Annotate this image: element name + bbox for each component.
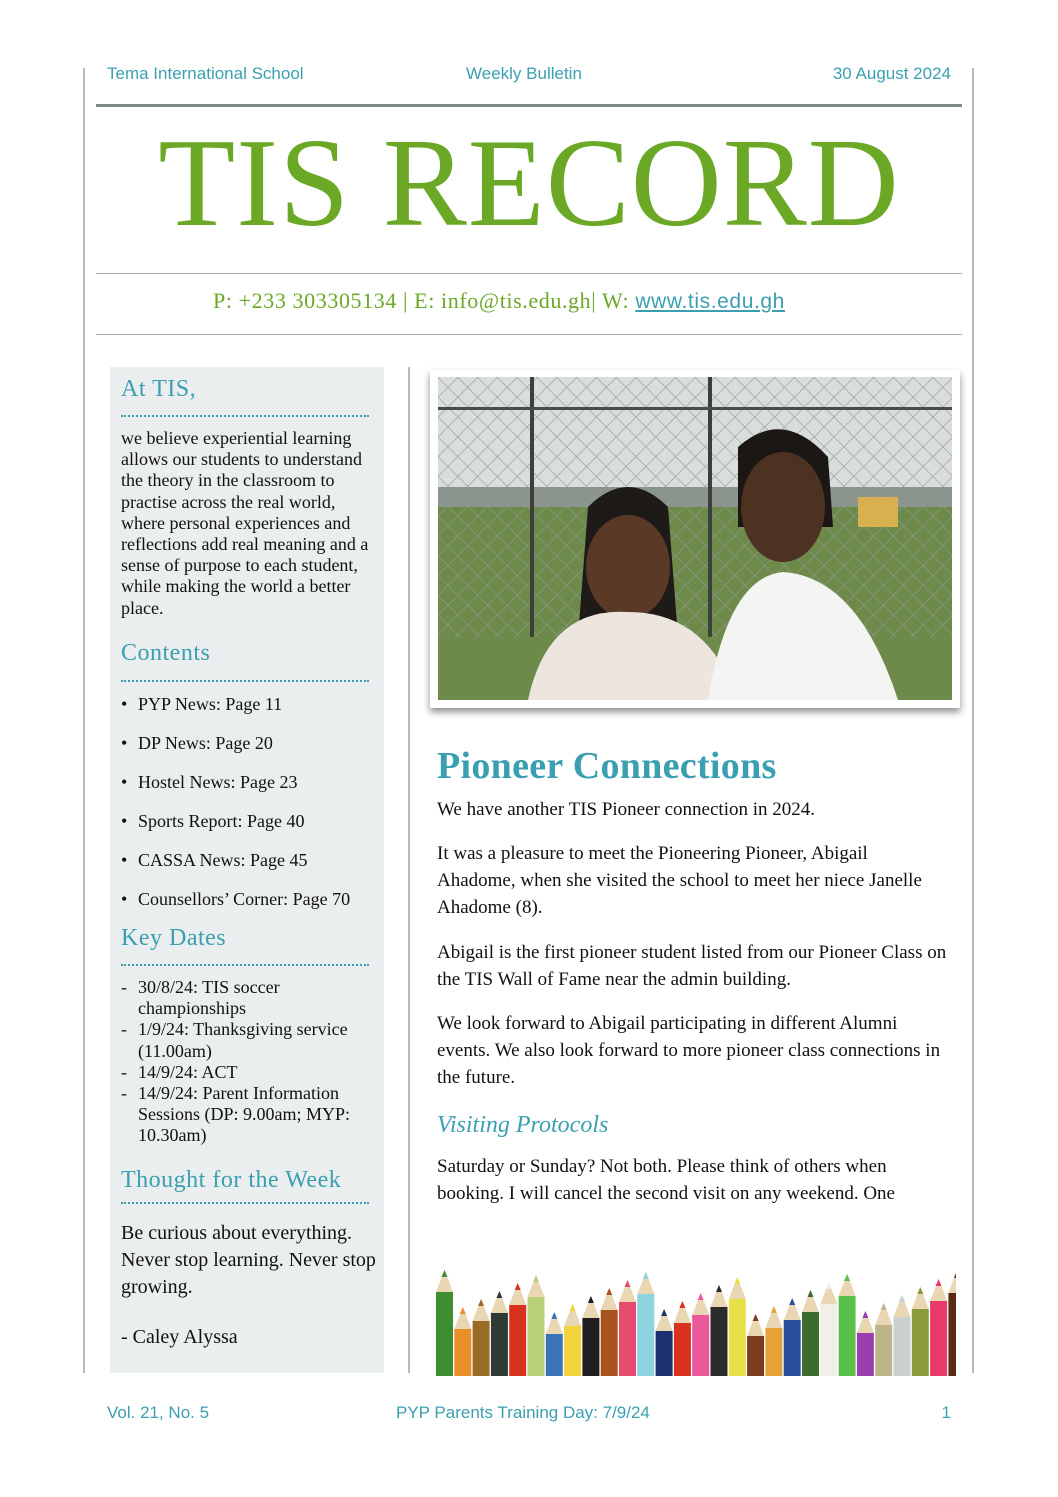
contents-heading: Contents [121, 640, 211, 666]
top-bar [107, 64, 951, 88]
key-dates-heading: Key Dates [121, 925, 227, 951]
pencil-body [747, 1336, 764, 1376]
pencil-lead [496, 1291, 502, 1298]
pencil-body [564, 1326, 581, 1376]
pencil-lead [716, 1285, 722, 1292]
visiting-protocols-heading: Visiting Protocols [437, 1112, 609, 1138]
pencil-lead [844, 1274, 850, 1281]
pencil-body [619, 1302, 636, 1376]
masthead-rule [96, 273, 962, 274]
pencil-lead [899, 1295, 905, 1302]
pencil-lead [698, 1293, 704, 1300]
contents-item: • PYP News: Page 11 [121, 693, 379, 732]
pencil-body [820, 1304, 837, 1376]
pencil-lead [515, 1283, 521, 1290]
key-dates-divider [121, 964, 369, 966]
pencil-body [948, 1293, 956, 1376]
pencil-lead [551, 1312, 557, 1319]
pencil-tip [948, 1271, 956, 1293]
left-border [83, 68, 85, 1373]
pencil-body [729, 1299, 746, 1376]
pencil-lead [533, 1275, 539, 1282]
pencil-lead [789, 1298, 795, 1305]
article-paragraph: It was a pleasure to meet the Pioneering Pioneer, Abigail Ahadome, when she visited the school to meet her niece Janelle Ahadome (8). [437, 843, 922, 918]
pencil-lead [753, 1314, 759, 1321]
pencil-body [875, 1325, 892, 1376]
pencil-lead [679, 1301, 685, 1308]
pencil-lead [661, 1309, 667, 1316]
contents-item: • Sports Report: Page 40 [121, 810, 379, 849]
footer-event: PYP Parents Training Day: 7/9/24 [396, 1403, 650, 1422]
article-photo [438, 377, 952, 700]
article-title: Pioneer Connections [437, 745, 777, 787]
article-paragraph: We look forward to Abigail participating in different Alumni events. We also look forward to more pioneer class connections in the future. [437, 1013, 941, 1088]
pencil-body [473, 1321, 490, 1376]
contents-item: • Hostel News: Page 23 [121, 771, 379, 810]
sidebar [110, 367, 384, 1373]
pencil-body [528, 1297, 545, 1376]
pencil-body [546, 1334, 563, 1376]
pencil-body [454, 1329, 471, 1376]
thought-text: Be curious about everything. Never stop learning. Never stop growing. [121, 1222, 376, 1298]
pencil-lead [478, 1299, 484, 1306]
pencil-body [711, 1307, 728, 1376]
key-dates-list [121, 977, 379, 1147]
photo-frame [430, 370, 960, 708]
pencil-body [656, 1331, 673, 1376]
contact-details: P: +233 303305134 | E: info@tis.edu.gh| W: [213, 288, 636, 313]
pencil-body [582, 1318, 599, 1376]
pencil-body [802, 1312, 819, 1376]
pencil-lead [826, 1282, 832, 1289]
pencil-body [839, 1296, 856, 1376]
key-date-item: - 14/9/24: Parent Information Sessions (DP: 9.00am; MYP: 10.30am) [121, 1083, 379, 1147]
pencil-body [637, 1294, 654, 1376]
contents-item: • DP News: Page 20 [121, 732, 379, 771]
masthead-title: TIS RECORD [158, 114, 900, 253]
pencil-lead [808, 1290, 814, 1297]
pencil-body [674, 1323, 691, 1376]
visiting-protocols-text: Saturday or Sunday? Not both. Please think of others when booking. I will cancel the second visit on any weekend. One [437, 1156, 895, 1204]
pencil-lead [625, 1280, 631, 1287]
issue-date: 30 August 2024 [832, 64, 951, 83]
thought-heading: Thought for the Week [121, 1167, 342, 1193]
pencil-lead [570, 1304, 576, 1311]
pencils-icon [432, 1240, 956, 1376]
pencil-body [894, 1317, 911, 1376]
contact-line [213, 288, 785, 314]
pencil-body [491, 1313, 508, 1376]
thought-divider [121, 1202, 369, 1204]
contact-rule [96, 334, 962, 335]
pencil-lead [460, 1307, 466, 1314]
bulletin-label: Weekly Bulletin [466, 64, 582, 83]
coloured-pencils-graphic [432, 1240, 956, 1376]
pencil-lead [771, 1306, 777, 1313]
pencil-lead [442, 1270, 448, 1277]
right-border [972, 68, 974, 1373]
contents-item: • Counsellors’ Corner: Page 70 [121, 888, 379, 927]
pencil-body [912, 1309, 929, 1376]
contents-list [121, 693, 379, 927]
pencil-body [930, 1301, 947, 1376]
header-rule [96, 104, 962, 107]
pencil-lead [917, 1287, 923, 1294]
contents-divider [121, 680, 369, 682]
article-paragraph: Abigail is the first pioneer student listed from our Pioneer Class on the TIS Wall of Fame near the admin building. [437, 942, 947, 990]
website-link[interactable]: www.tis.edu.gh [635, 290, 785, 313]
contents-item: • CASSA News: Page 45 [121, 849, 379, 888]
pencil-lead [936, 1279, 942, 1286]
thought-author: - Caley Alyssa [121, 1326, 238, 1348]
intro-heading: At TIS, [121, 376, 197, 402]
school-name: Tema International School [107, 64, 304, 83]
pencil-body [857, 1333, 874, 1376]
volume-label: Vol. 21, No. 5 [107, 1403, 210, 1422]
intro-text: we believe experiential learning allows our students to understand the theory in the classroom to practise across the real world, where personal experiences and reflections add real meaning and a sense of purpose to each student, while making the world a better place. [121, 428, 369, 618]
pencil-body [692, 1315, 709, 1376]
pencil-lead [862, 1311, 868, 1318]
pencil-lead [734, 1277, 740, 1284]
article-paragraph: We have another TIS Pioneer connection in 2024. [437, 799, 816, 820]
pencil-body [436, 1292, 453, 1376]
pencil-body [784, 1320, 801, 1376]
page-number: 1 [941, 1403, 951, 1422]
pencil-body [601, 1310, 618, 1376]
key-date-item: - 1/9/24: Thanksgiving service (11.00am) [121, 1019, 379, 1061]
key-date-item: - 30/8/24: TIS soccer championships [121, 977, 379, 1019]
pencil-body [509, 1305, 526, 1376]
photo-illustration [438, 377, 952, 700]
pencil-lead [643, 1272, 649, 1279]
footer [107, 1403, 951, 1427]
column-divider [408, 367, 410, 1373]
pencil-lead [588, 1296, 594, 1303]
pencil-lead [881, 1303, 887, 1310]
pencil-lead [606, 1288, 612, 1295]
intro-divider [121, 415, 369, 417]
key-date-item: - 14/9/24: ACT [121, 1062, 379, 1083]
pencil-lead [954, 1271, 956, 1278]
pencil-body [765, 1328, 782, 1376]
